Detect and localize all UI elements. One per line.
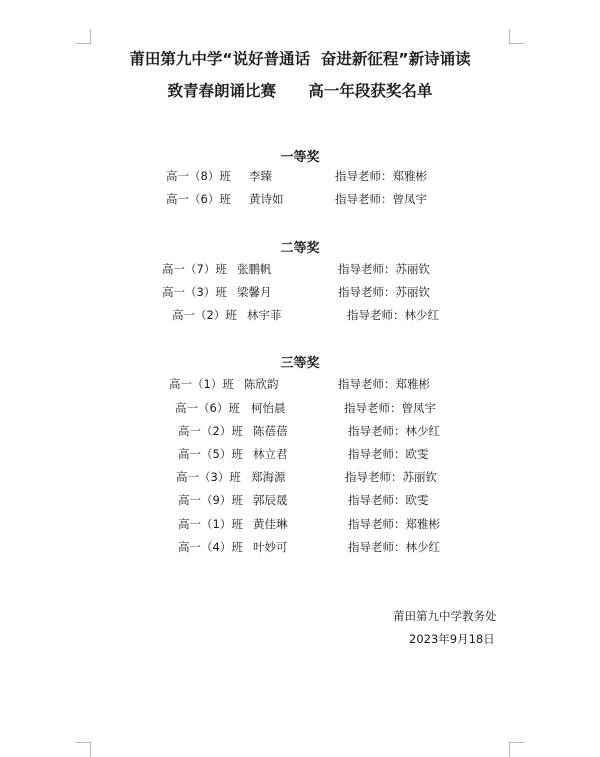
- winner-teacher: 指导老师：苏丽钦: [338, 285, 430, 299]
- winner-class: 高一（7）班: [162, 262, 227, 276]
- winner-class: 高一（4）班: [178, 540, 243, 554]
- winner-teacher: 指导老师：苏丽钦: [338, 262, 430, 276]
- winner-name: 林立君: [253, 447, 288, 461]
- page-corner-mark: [76, 29, 91, 44]
- winner-teacher: 指导老师：苏丽钦: [345, 470, 437, 484]
- winner-teacher: 指导老师：郑雅彬: [335, 169, 427, 183]
- winner-class: 高一（3）班: [162, 285, 227, 299]
- winner-teacher: 指导老师：林少红: [348, 424, 440, 438]
- winner-class: 高一（1）班: [178, 517, 243, 531]
- winner-teacher: 指导老师：欧雯: [348, 493, 429, 507]
- winner-class: 高一（6）班: [175, 401, 240, 415]
- winner-teacher: 指导老师：曾凤宇: [344, 401, 436, 415]
- winner-teacher: 指导老师：郑雅彬: [338, 377, 430, 391]
- page-corner-mark: [76, 742, 91, 757]
- winner-teacher: 指导老师：郑雅彬: [348, 517, 440, 531]
- winner-name: 林宇菲: [247, 308, 282, 322]
- issue-date: 2023年9月18日: [409, 632, 495, 646]
- award-heading-third: 三等奖: [280, 356, 320, 371]
- winner-name: 郑海源: [251, 470, 286, 484]
- document-title-line-2: 致青春朗诵比赛 高一年段获奖名单: [167, 82, 433, 100]
- winner-name: 梁馨月: [237, 285, 272, 299]
- winner-teacher: 指导老师：林少红: [348, 540, 440, 554]
- winner-class: 高一（6）班: [166, 192, 231, 206]
- winner-name: 郭辰晟: [253, 493, 288, 507]
- winner-name: 叶妙可: [253, 540, 288, 554]
- winner-class: 高一（9）班: [178, 493, 243, 507]
- winner-class: 高一（2）班: [178, 424, 243, 438]
- winner-teacher: 指导老师：欧雯: [348, 447, 429, 461]
- page-corner-mark: [509, 742, 524, 757]
- issuing-office: 莆田第九中学教务处: [393, 609, 497, 623]
- winner-class: 高一（3）班: [176, 470, 241, 484]
- winner-name: 陈欣韵: [244, 377, 279, 391]
- winner-class: 高一（2）班: [172, 308, 237, 322]
- winner-name: 李臻: [249, 169, 272, 183]
- document-title-line-1: 莆田第九中学“说好普通话 奋进新征程”新诗诵读: [129, 50, 471, 68]
- winner-name: 黄诗如: [249, 192, 284, 206]
- winner-class: 高一（1）班: [169, 377, 234, 391]
- winner-teacher: 指导老师：曾凤宇: [335, 192, 427, 206]
- award-heading-second: 二等奖: [280, 241, 320, 256]
- page-corner-mark: [509, 29, 524, 44]
- winner-teacher: 指导老师：林少红: [347, 308, 439, 322]
- winner-class: 高一（8）班: [166, 169, 231, 183]
- winner-name: 柯怡晨: [251, 401, 286, 415]
- winner-name: 张鹏帆: [237, 262, 272, 276]
- award-heading-first: 一等奖: [280, 150, 320, 165]
- winner-name: 陈蓓蓓: [253, 424, 288, 438]
- winner-class: 高一（5）班: [178, 447, 243, 461]
- winner-name: 黄佳琳: [253, 517, 288, 531]
